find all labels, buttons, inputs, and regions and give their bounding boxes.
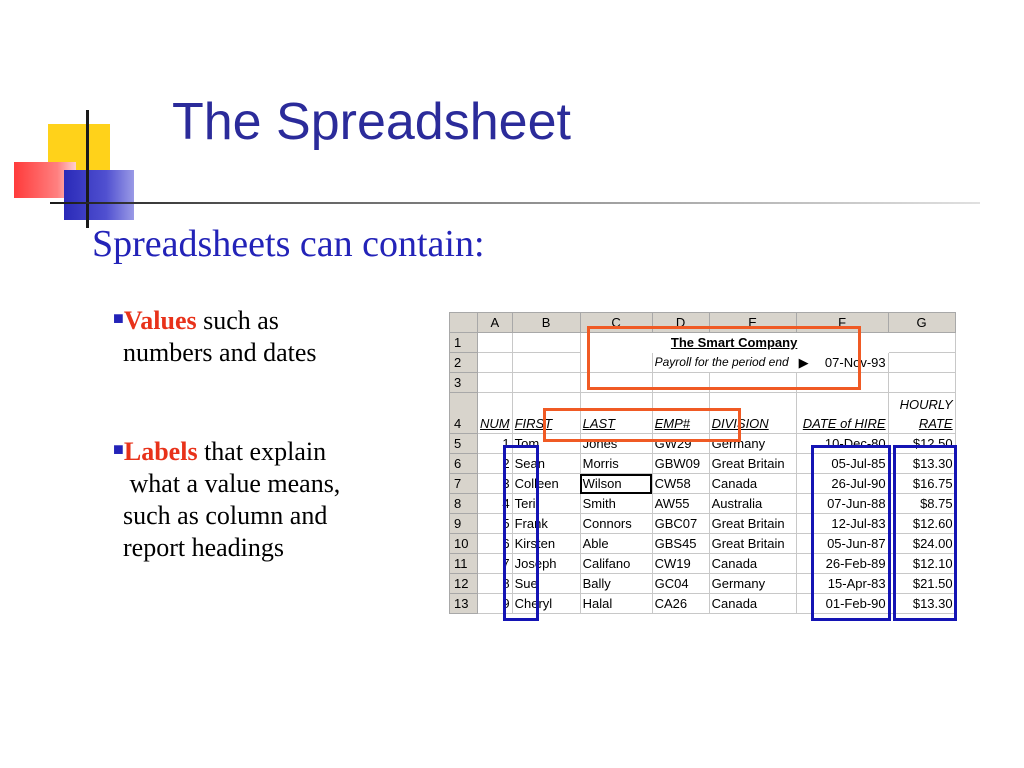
- title-underline: [50, 202, 980, 204]
- cell-last[interactable]: Connors: [580, 514, 652, 534]
- column-header[interactable]: D: [652, 313, 709, 333]
- header-emp[interactable]: EMP#: [652, 393, 709, 434]
- cell-emp[interactable]: CW58: [652, 474, 709, 494]
- select-all-corner[interactable]: [450, 313, 478, 333]
- cell-date[interactable]: 10-Dec-80: [796, 434, 888, 454]
- cell-emp[interactable]: GW29: [652, 434, 709, 454]
- row-header[interactable]: 5: [450, 434, 478, 454]
- row-header[interactable]: 12: [450, 574, 478, 594]
- cell-emp[interactable]: CW19: [652, 554, 709, 574]
- row-header[interactable]: 2: [450, 353, 478, 373]
- decor-blue-square: [64, 170, 134, 220]
- row-header[interactable]: 10: [450, 534, 478, 554]
- cell-division[interactable]: Australia: [709, 494, 796, 514]
- cell-emp[interactable]: GBS45: [652, 534, 709, 554]
- cell-division[interactable]: Germany: [709, 574, 796, 594]
- cell-num[interactable]: 1: [478, 434, 513, 454]
- cell-emp[interactable]: AW55: [652, 494, 709, 514]
- bullet-square-icon: ■: [113, 308, 124, 328]
- cell-num[interactable]: 2: [478, 454, 513, 474]
- row-header[interactable]: 6: [450, 454, 478, 474]
- highlight-title-box: [587, 326, 861, 390]
- slide-subtitle: Spreadsheets can contain:: [92, 223, 485, 265]
- column-header[interactable]: C: [580, 313, 652, 333]
- cell-num[interactable]: 4: [478, 494, 513, 514]
- bullet-text: such as: [196, 306, 279, 335]
- row-header[interactable]: 4: [450, 393, 478, 434]
- cell-first[interactable]: Tom: [512, 434, 580, 454]
- cell-emp[interactable]: GBC07: [652, 514, 709, 534]
- cell[interactable]: [478, 373, 513, 393]
- cell-emp[interactable]: GC04: [652, 574, 709, 594]
- cell-first[interactable]: Cheryl: [512, 594, 580, 614]
- row-header[interactable]: 3: [450, 373, 478, 393]
- cell-last[interactable]: Wilson: [580, 474, 652, 494]
- cell-last[interactable]: Smith: [580, 494, 652, 514]
- header-first[interactable]: FIRST: [512, 393, 580, 434]
- row-header[interactable]: 9: [450, 514, 478, 534]
- cell-emp[interactable]: GBW09: [652, 454, 709, 474]
- cell-num[interactable]: 5: [478, 514, 513, 534]
- cell-date[interactable]: 26-Feb-89: [796, 554, 888, 574]
- cell-division[interactable]: Great Britain: [709, 514, 796, 534]
- cell-date[interactable]: 26-Jul-90: [796, 474, 888, 494]
- cell[interactable]: [478, 353, 513, 373]
- cell-period-date[interactable]: ▶ 07-Nov-93: [796, 353, 888, 373]
- highlight-date-column: [811, 445, 891, 621]
- column-header[interactable]: G: [888, 313, 955, 333]
- cell-num[interactable]: 6: [478, 534, 513, 554]
- cell-rate[interactable]: $8.75: [888, 494, 955, 514]
- column-header[interactable]: F: [796, 313, 888, 333]
- row-header[interactable]: 8: [450, 494, 478, 514]
- cell-num[interactable]: 9: [478, 594, 513, 614]
- bullet-keyword: Values: [123, 306, 197, 335]
- cell-first[interactable]: Teri: [512, 494, 580, 514]
- bullet-text: what a value means,: [123, 469, 341, 498]
- row-header[interactable]: 7: [450, 474, 478, 494]
- bullet-values: [113, 302, 317, 369]
- decor-vertical-line: [86, 110, 89, 228]
- bullet-labels: [113, 433, 340, 564]
- cell-emp[interactable]: CA26: [652, 594, 709, 614]
- cell-rate[interactable]: $21.50: [888, 574, 955, 594]
- bullet-keyword: Labels: [123, 437, 198, 466]
- header-num[interactable]: NUM: [478, 393, 513, 434]
- column-header[interactable]: B: [512, 313, 580, 333]
- cell-division[interactable]: Germany: [709, 434, 796, 454]
- cell-division[interactable]: Great Britain: [709, 534, 796, 554]
- cell-last[interactable]: Bally: [580, 574, 652, 594]
- bullet-text: such as column and: [123, 501, 328, 530]
- cell[interactable]: [888, 353, 955, 373]
- cell-last[interactable]: Halal: [580, 594, 652, 614]
- cell-date[interactable]: 01-Feb-90: [796, 594, 888, 614]
- highlight-rate-column: [893, 445, 957, 621]
- cell-rate[interactable]: $12.50: [888, 434, 955, 454]
- cell-period-label[interactable]: Payroll for the period end: [652, 353, 796, 373]
- header-hourly-rate[interactable]: HOURLY RATE: [888, 393, 955, 434]
- cell-first[interactable]: Sue: [512, 574, 580, 594]
- cell-first[interactable]: Sean: [512, 454, 580, 474]
- cell-rate[interactable]: $13.30: [888, 594, 955, 614]
- cell-date[interactable]: 12-Jul-83: [796, 514, 888, 534]
- cell[interactable]: [888, 373, 955, 393]
- cell-first[interactable]: Frank: [512, 514, 580, 534]
- header-division[interactable]: DIVISION: [709, 393, 796, 434]
- header-last[interactable]: LAST: [580, 393, 652, 434]
- spreadsheet-screenshot: [449, 312, 956, 614]
- highlight-headers-box: [543, 408, 741, 442]
- cell-rate[interactable]: $12.60: [888, 514, 955, 534]
- cell-division[interactable]: Canada: [709, 554, 796, 574]
- cell-company-title[interactable]: The Smart Company: [670, 335, 798, 350]
- cell-rate[interactable]: $24.00: [888, 534, 955, 554]
- column-header[interactable]: E: [709, 313, 796, 333]
- cell-rate[interactable]: $13.30: [888, 454, 955, 474]
- bullet-text: report headings: [123, 533, 285, 562]
- cell-date[interactable]: 15-Apr-83: [796, 574, 888, 594]
- cell[interactable]: [512, 373, 580, 393]
- cell-first[interactable]: Joseph: [512, 554, 580, 574]
- row-header[interactable]: 1: [450, 333, 478, 353]
- cell[interactable]: [512, 333, 580, 353]
- column-header[interactable]: A: [478, 313, 513, 333]
- cell-num[interactable]: 8: [478, 574, 513, 594]
- cell-num[interactable]: 3: [478, 474, 513, 494]
- cell-last[interactable]: Able: [580, 534, 652, 554]
- cell-date[interactable]: 05-Jul-85: [796, 454, 888, 474]
- cell-last[interactable]: Califano: [580, 554, 652, 574]
- cell[interactable]: [512, 353, 580, 373]
- cell-last[interactable]: Jones: [580, 434, 652, 454]
- highlight-num-column: [503, 445, 539, 621]
- cell-last[interactable]: Morris: [580, 454, 652, 474]
- bullet-text: that explain: [197, 437, 327, 466]
- cell-first[interactable]: Kirsten: [512, 534, 580, 554]
- cell-division[interactable]: Great Britain: [709, 454, 796, 474]
- row-header[interactable]: 11: [450, 554, 478, 574]
- cell[interactable]: [478, 333, 513, 353]
- bullet-square-icon: ■: [113, 439, 124, 459]
- slide-title: The Spreadsheet: [172, 93, 571, 151]
- cell-num[interactable]: 7: [478, 554, 513, 574]
- cell-rate[interactable]: $16.75: [888, 474, 955, 494]
- cell-first[interactable]: Colleen: [512, 474, 580, 494]
- cell-division[interactable]: Canada: [709, 474, 796, 494]
- cell-rate[interactable]: $12.10: [888, 554, 955, 574]
- arrow-icon: ▶: [798, 355, 809, 370]
- cell[interactable]: [888, 333, 955, 353]
- cell-date[interactable]: 07-Jun-88: [796, 494, 888, 514]
- header-date-hire[interactable]: DATE of HIRE: [796, 393, 888, 434]
- bullet-text: numbers and dates: [123, 338, 317, 367]
- cell-division[interactable]: Canada: [709, 594, 796, 614]
- cell-date[interactable]: 05-Jun-87: [796, 534, 888, 554]
- row-header[interactable]: 13: [450, 594, 478, 614]
